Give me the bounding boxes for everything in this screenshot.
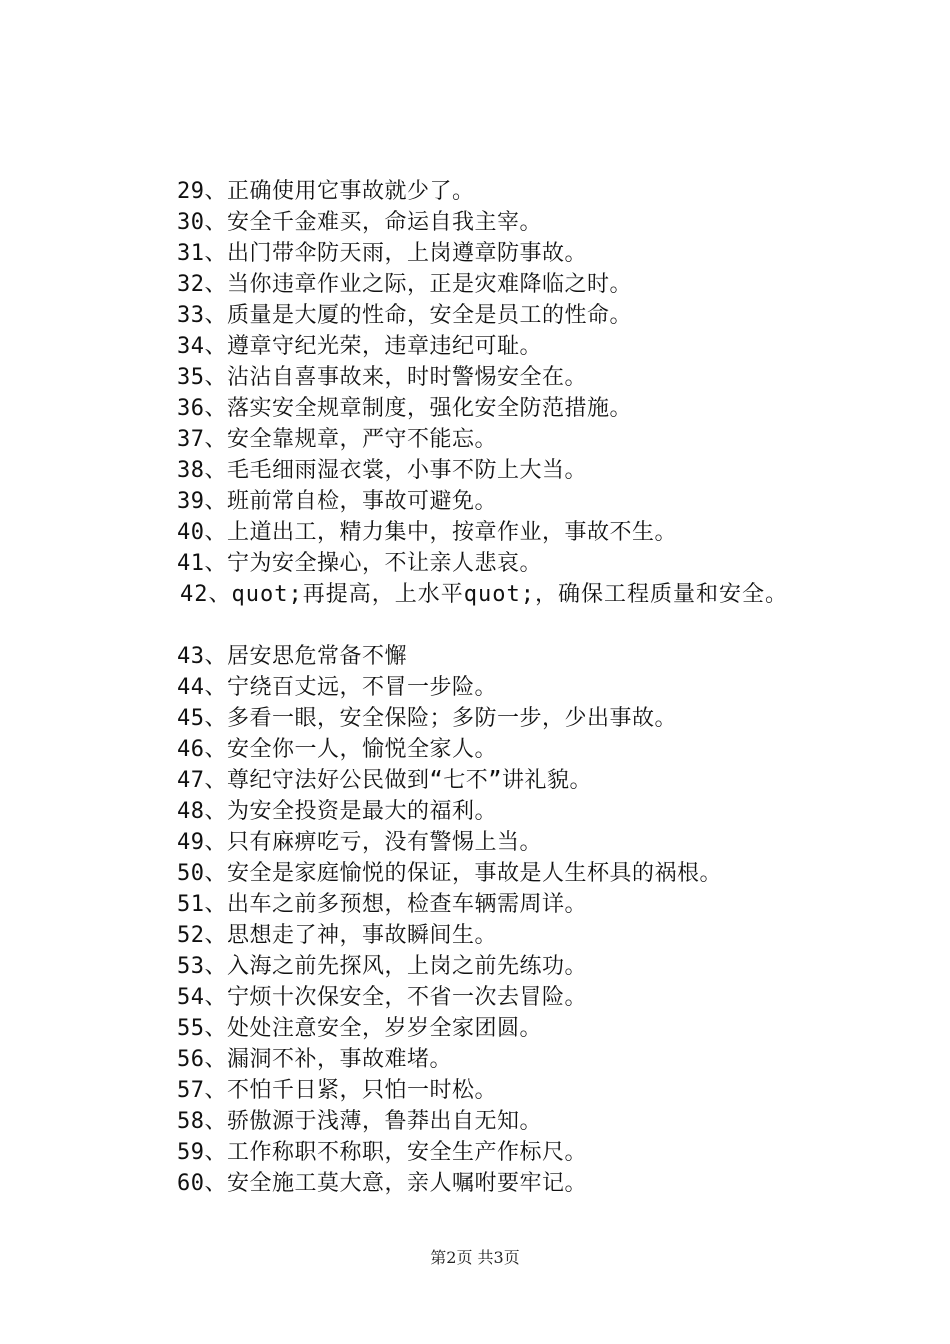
list-item: 55、处处注意安全，岁岁全家团圆。 — [177, 1016, 542, 1041]
page-number-footer: 第2页 共3页 — [430, 1248, 520, 1267]
list-item: 41、宁为安全操心，不让亲人悲哀。 — [177, 551, 542, 576]
list-item: 42、quot;再提高，上水平quot;，确保工程质量和安全。 — [180, 582, 788, 607]
list-item: 45、多看一眼，安全保险；多防一步，少出事故。 — [177, 706, 677, 731]
list-item: 47、尊纪守法好公民做到“七不”讲礼貌。 — [177, 768, 592, 793]
list-item: 46、安全你一人，愉悦全家人。 — [177, 737, 497, 762]
list-item: 48、为安全投资是最大的福利。 — [177, 799, 497, 824]
list-item: 36、落实安全规章制度，强化安全防范措施。 — [177, 396, 632, 421]
list-item: 35、沾沾自喜事故来，时时警惕安全在。 — [177, 365, 587, 390]
list-item: 38、毛毛细雨湿衣裳，小事不防上大当。 — [177, 458, 587, 483]
list-item: 31、出门带伞防天雨，上岗遵章防事故。 — [177, 241, 587, 266]
list-item: 60、安全施工莫大意，亲人嘱咐要牢记。 — [177, 1171, 587, 1196]
list-item: 51、出车之前多预想，检查车辆需周详。 — [177, 892, 587, 917]
list-item: 40、上道出工，精力集中，按章作业，事故不生。 — [177, 520, 677, 545]
list-item: 29、正确使用它事故就少了。 — [177, 179, 475, 204]
list-item: 57、不怕千日紧，只怕一时松。 — [177, 1078, 497, 1103]
list-item: 50、安全是家庭愉悦的保证，事故是人生杯具的祸根。 — [177, 861, 722, 886]
slogan-list — [177, 176, 937, 1199]
list-item: 53、入海之前先探风，上岗之前先练功。 — [177, 954, 587, 979]
list-item: 32、当你违章作业之际，正是灾难降临之时。 — [177, 272, 632, 297]
list-item: 52、思想走了神，事故瞬间生。 — [177, 923, 497, 948]
list-item: 33、质量是大厦的性命，安全是员工的性命。 — [177, 303, 632, 328]
list-item: 43、居安思危常备不懈 — [177, 644, 407, 669]
list-item: 34、遵章守纪光荣，违章违纪可耻。 — [177, 334, 542, 359]
list-item: 30、安全千金难买，命运自我主宰。 — [177, 210, 542, 235]
list-item: 44、宁绕百丈远，不冒一步险。 — [177, 675, 497, 700]
list-item: 49、只有麻痹吃亏，没有警惕上当。 — [177, 830, 542, 855]
list-item: 59、工作称职不称职，安全生产作标尺。 — [177, 1140, 587, 1165]
list-item: 54、宁烦十次保安全，不省一次去冒险。 — [177, 985, 587, 1010]
list-item: 37、安全靠规章，严守不能忘。 — [177, 427, 497, 452]
paragraph-gap — [177, 610, 937, 641]
list-item: 39、班前常自检，事故可避免。 — [177, 489, 497, 514]
list-item: 58、骄傲源于浅薄，鲁莽出自无知。 — [177, 1109, 542, 1134]
list-item: 56、漏洞不补，事故难堵。 — [177, 1047, 452, 1072]
